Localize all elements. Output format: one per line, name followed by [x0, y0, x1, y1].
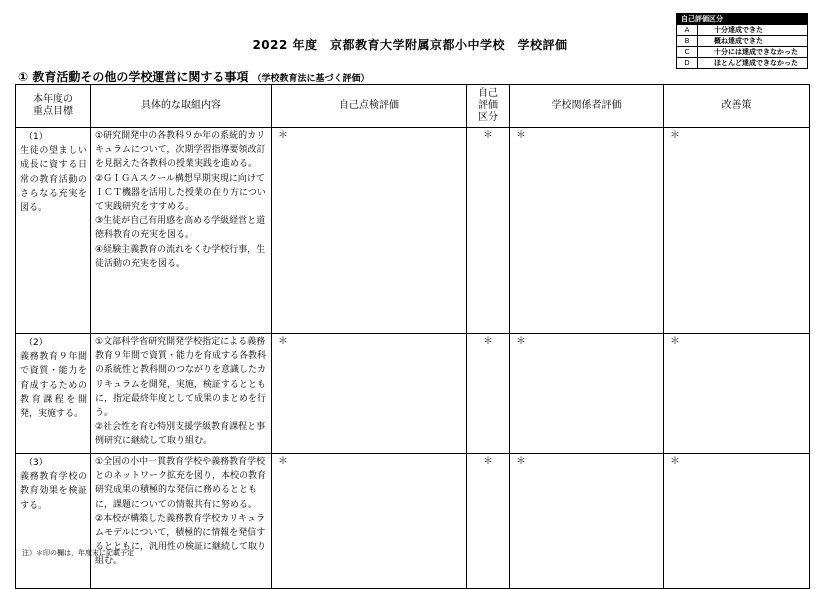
- content-item: ①研究開発中の各教科９か年の系統的カリキュラムについて，次期学習指導要領改訂を見据えた各教科の授業実践を進める。: [95, 131, 266, 170]
- stakeholder-cell: ＊: [510, 334, 664, 454]
- header-improve: 改善策: [664, 85, 810, 128]
- improve-cell: ＊: [664, 334, 810, 454]
- legend-label: 十分には達成できなかった: [714, 48, 798, 56]
- legend-label: ほとんど達成できなかった: [714, 59, 798, 67]
- goal-number: （3）: [24, 458, 48, 468]
- header-content: 具体的な取組内容: [91, 85, 272, 128]
- header-goal-label: 本年度の 重点目標: [33, 94, 73, 117]
- self-eval-cell: ＊: [272, 128, 467, 334]
- document-title: 2022 年度 京都教育大学附属京都小中学校 学校評価: [252, 38, 568, 52]
- legend-item-c: [677, 46, 807, 57]
- self-rank-cell: ＊: [467, 454, 510, 589]
- self-rank-cell: ＊: [467, 128, 510, 334]
- content-item: ③生徒が自己有用感を高める学級経営と道徳科教育の充実を図る。: [95, 216, 266, 241]
- goal-text: 義務教育学校の教育効果を検証する。: [20, 472, 87, 511]
- goal-cell: [16, 128, 91, 334]
- legend-label: 十分達成できた: [714, 26, 763, 34]
- improve-cell: ＊: [664, 454, 810, 589]
- evaluation-table: [15, 84, 810, 589]
- legend-key: B: [677, 36, 698, 46]
- goal-text: 生徒の望ましい成長に資する日常の教育活動のさらなる充実を図る。: [20, 146, 87, 214]
- footnote: 注）＊印の欄は，年度末に記載予定: [22, 549, 134, 557]
- stakeholder-cell: ＊: [510, 128, 664, 334]
- content-cell: [91, 128, 272, 334]
- content-item: ②ＧＩＧＡスクール構想早期実現に向けてＩＣＴ機器を活用した授業の在り方について実践研究をすすめる。: [95, 173, 266, 213]
- stakeholder-cell: ＊: [510, 454, 664, 589]
- header-stakeholder: 学校関係者評価: [510, 85, 664, 128]
- table-row: [16, 334, 810, 454]
- goal-number: （1）: [24, 132, 48, 142]
- legend-key: C: [677, 47, 698, 57]
- content-item: ②本校が構築した義務教育学校カリキュラムモデルについて，積極的に情報を発信するとともに，汎用性の検証に継続して取り組む。: [95, 513, 267, 567]
- legend-item-d: [677, 57, 807, 68]
- header-self-rank-label: 自己 評価 区分: [478, 88, 498, 123]
- table-row: [16, 128, 810, 334]
- content-item: ①全国の小中一貫教育学校や義務教育学校とのネットワーク拡充を図り，本校の教育研究成果の積極的な発信に務めるとともに，課題についての情報共有に努める。: [95, 457, 267, 510]
- content-cell: [91, 454, 272, 589]
- legend-item-b: [677, 35, 807, 46]
- self-rank-cell: ＊: [467, 334, 510, 454]
- header-self-eval: 自己点検評価: [272, 85, 467, 128]
- goal-cell: [16, 334, 91, 454]
- content-item: ④経験主義教育の流れをくむ学校行事，生徒活動の充実を図る。: [95, 244, 266, 269]
- self-eval-cell: ＊: [272, 334, 467, 454]
- legend-key: A: [677, 25, 698, 35]
- legend-key: D: [677, 58, 698, 68]
- improve-cell: ＊: [664, 128, 810, 334]
- goal-cell: [16, 454, 91, 589]
- content-item: ①文部科学省研究開発学校指定による義務教育９年間で資質・能力を育成する各教科の系統性と教科間のつながりを意識したカリキュラムを開発，実施，検証するとともに，指定最終年度として成果のまとめを行う。: [95, 337, 267, 419]
- table-row: [16, 454, 810, 589]
- legend-label: 概ね達成できた: [714, 37, 763, 45]
- content-cell: [91, 334, 272, 454]
- legend-item-a: [677, 24, 807, 35]
- goal-number: （2）: [24, 338, 48, 348]
- header-self-rank: [467, 85, 510, 128]
- table-header-row: [16, 85, 810, 128]
- header-goal: [16, 85, 91, 128]
- section-heading: [18, 68, 370, 85]
- content-item: ②社会性を育む特別支援学級教育課程と事例研究に継続して取り組む。: [95, 422, 266, 447]
- section-subtitle: （学校教育法に基づく評価）: [252, 74, 370, 84]
- section-title: ① 教育活動その他の学校運営に関する事項: [18, 70, 249, 84]
- goal-text: 義務教育９年間で資質・能力を育成するための教育課程を開発，実施する。: [20, 352, 87, 420]
- self-eval-cell: ＊: [272, 454, 467, 589]
- legend-title: 自己評価区分: [677, 14, 807, 24]
- evaluation-legend: [676, 13, 808, 69]
